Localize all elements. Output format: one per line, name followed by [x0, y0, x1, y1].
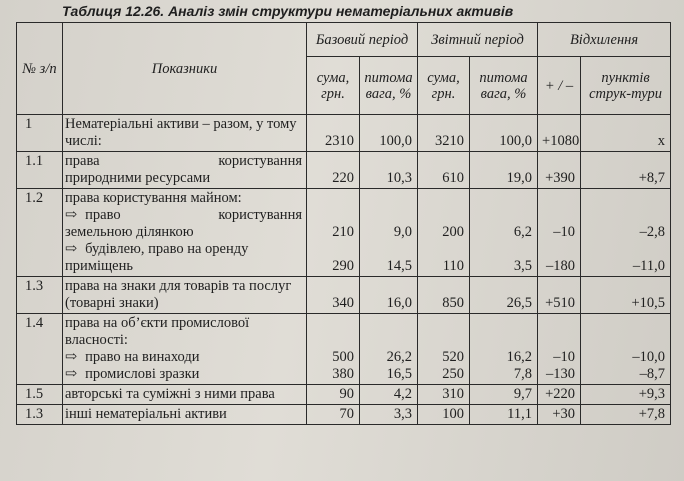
cell-deviation [538, 314, 581, 385]
table-row [17, 405, 671, 425]
cell-value: 16,5 [386, 366, 413, 382]
cell-deviation: +220 [538, 385, 581, 405]
cell-value: 14,5 [386, 258, 413, 274]
row-name-part: земельною ділянкою [65, 224, 194, 240]
cell-points: x [581, 115, 671, 152]
cell-sum-report: 850 [418, 277, 470, 314]
row-name-part: промислові зразки [85, 366, 200, 382]
row-name-part: права користування майном: [65, 190, 242, 206]
header-points: пунктів струк-тури [581, 57, 671, 115]
cell-sum-base [307, 189, 360, 277]
cell-value: 16,2 [506, 349, 533, 365]
row-index: 1.3 [17, 405, 63, 425]
table-caption: Таблиця 12.26. Аналіз змін структури нематеріальних активів [62, 3, 514, 19]
cell-value: 500 [332, 349, 354, 365]
cell-value: –2,8 [639, 224, 666, 240]
table-row [17, 314, 671, 385]
cell-deviation: +1080 [538, 115, 581, 152]
row-index: 1.4 [17, 314, 63, 385]
table-row [17, 115, 671, 152]
cell-share-base [360, 314, 418, 385]
row-index: 1.2 [17, 189, 63, 277]
header-base: Базовий період [307, 23, 418, 57]
cell-share-report: 11,1 [470, 405, 538, 425]
row-name: Нематеріальні активи – разом, у тому числі: [63, 115, 307, 152]
cell-sum-report: 610 [418, 152, 470, 189]
cell-share-report: 9,7 [470, 385, 538, 405]
cell-value: 9,0 [393, 224, 413, 240]
cell-value: 200 [442, 224, 465, 240]
row-name-part: приміщень [65, 258, 133, 274]
cell-share-report [470, 189, 538, 277]
row-index: 1.5 [17, 385, 63, 405]
cell-sum-report [418, 189, 470, 277]
cell-value: 380 [332, 366, 354, 382]
row-name-part: право на винаходи [85, 349, 200, 365]
row-name [63, 189, 307, 277]
cell-value: –10 [553, 224, 576, 240]
cell-sum-base: 70 [307, 405, 360, 425]
row-name-part: право [85, 207, 121, 223]
cell-sum-report: 3210 [418, 115, 470, 152]
cell-deviation [538, 189, 581, 277]
cell-sum-base: 90 [307, 385, 360, 405]
structure-table [16, 22, 671, 425]
cell-share-report: 19,0 [470, 152, 538, 189]
cell-sum-base: 2310 [307, 115, 360, 152]
header-share-base: питома вага, % [360, 57, 418, 115]
cell-sum-base: 220 [307, 152, 360, 189]
cell-points [581, 314, 671, 385]
cell-value: –10,0 [632, 349, 666, 365]
row-name-part: будівлею, право на оренду [85, 241, 249, 257]
cell-value: 7,8 [513, 366, 533, 382]
cell-sum-report: 310 [418, 385, 470, 405]
cell-points [581, 189, 671, 277]
cell-share-report: 100,0 [470, 115, 538, 152]
cell-share-base: 16,0 [360, 277, 418, 314]
header-deviation: Відхилення [538, 23, 671, 57]
header-sum-base: сума, грн. [307, 57, 360, 115]
row-name-part: права [65, 153, 100, 169]
cell-share-report: 26,5 [470, 277, 538, 314]
header-plusminus: + / – [538, 57, 581, 115]
cell-deviation: +510 [538, 277, 581, 314]
cell-share-base: 100,0 [360, 115, 418, 152]
row-name: інші нематеріальні активи [63, 405, 307, 425]
row-name [63, 314, 307, 385]
cell-deviation: +30 [538, 405, 581, 425]
cell-sum-report [418, 314, 470, 385]
arrow-icon: ⇨ [65, 366, 78, 382]
row-name: авторські та суміжні з ними права [63, 385, 307, 405]
row-name-part: природними ресурсами [65, 170, 211, 186]
cell-value: 6,2 [513, 224, 533, 240]
header-report: Звітний період [418, 23, 538, 57]
header-num: № з/п [17, 23, 63, 115]
table-row [17, 385, 671, 405]
header-indicators: Показники [63, 23, 307, 115]
cell-value: 3,5 [513, 258, 533, 274]
cell-value: –8,7 [639, 366, 666, 382]
cell-share-report [470, 314, 538, 385]
header-sum-report: сума, грн. [418, 57, 470, 115]
cell-sum-report: 100 [418, 405, 470, 425]
table-row [17, 277, 671, 314]
row-name-part: користування [218, 207, 302, 223]
cell-value: 110 [442, 258, 465, 274]
row-index: 1.1 [17, 152, 63, 189]
cell-sum-base [307, 314, 360, 385]
cell-share-base [360, 189, 418, 277]
cell-value: 210 [332, 224, 354, 240]
cell-share-base: 4,2 [360, 385, 418, 405]
cell-share-base: 3,3 [360, 405, 418, 425]
row-index: 1 [17, 115, 63, 152]
cell-points: +7,8 [581, 405, 671, 425]
cell-value: 26,2 [386, 349, 413, 365]
cell-sum-base: 340 [307, 277, 360, 314]
cell-points: +8,7 [581, 152, 671, 189]
arrow-icon: ⇨ [65, 349, 78, 365]
table-row [17, 152, 671, 189]
cell-value: –11,0 [632, 258, 666, 274]
row-name [63, 152, 307, 189]
cell-share-base: 10,3 [360, 152, 418, 189]
cell-value: –130 [546, 366, 576, 382]
table-row [17, 189, 671, 277]
row-name-part: користування [218, 153, 302, 169]
cell-value: –180 [546, 258, 576, 274]
row-index: 1.3 [17, 277, 63, 314]
arrow-icon: ⇨ [65, 241, 78, 257]
cell-value: 520 [442, 349, 465, 365]
cell-points: +10,5 [581, 277, 671, 314]
cell-value: 250 [442, 366, 465, 382]
row-name: права на знаки для товарів та послуг (товарні знаки) [63, 277, 307, 314]
cell-deviation: +390 [538, 152, 581, 189]
header-share-report: питома вага, % [470, 57, 538, 115]
arrow-icon: ⇨ [65, 207, 78, 223]
row-name-part: права на об’єкти промислової власності: [65, 315, 250, 348]
cell-value: 290 [332, 258, 354, 274]
cell-value: –10 [553, 349, 576, 365]
cell-points: +9,3 [581, 385, 671, 405]
